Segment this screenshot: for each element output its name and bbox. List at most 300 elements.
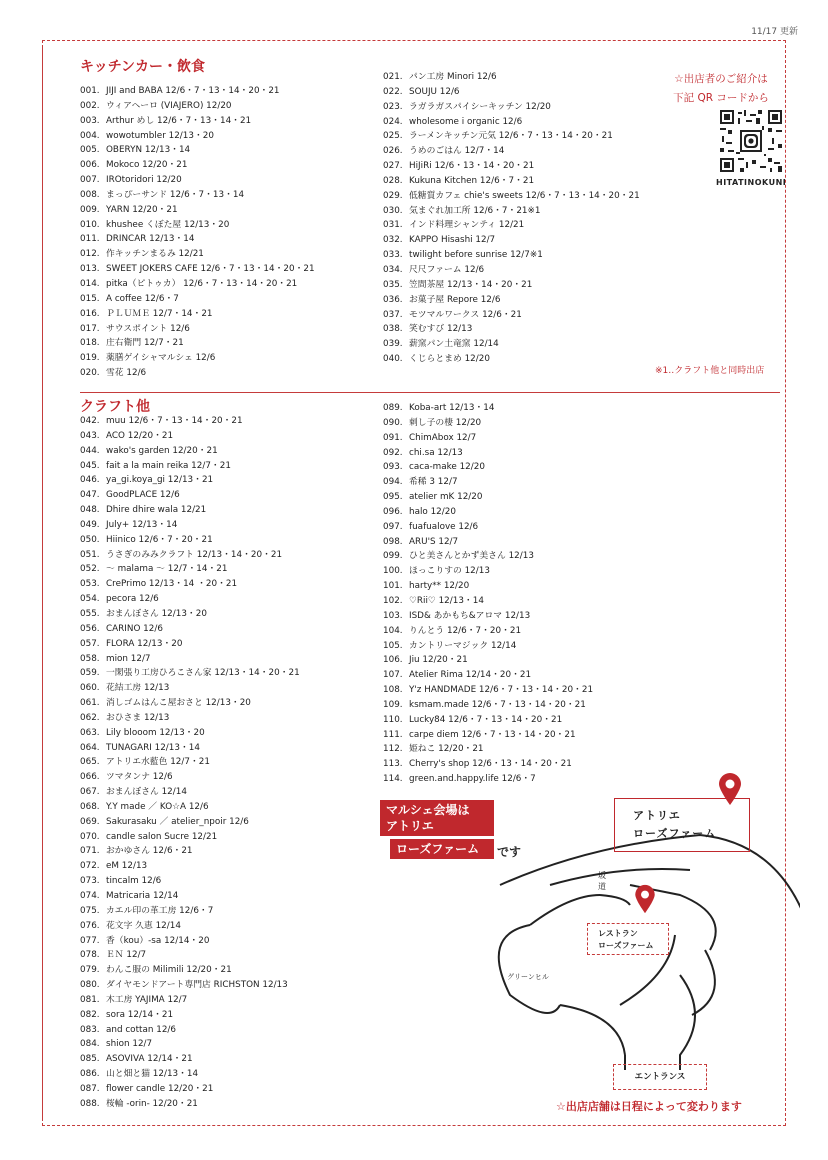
item-number: 098. (383, 536, 403, 547)
item-number: 022. (383, 86, 403, 97)
item-number: 112. (383, 744, 403, 755)
item-text: 木工房 YAJIMA 12/7 (106, 994, 188, 1005)
list-item (80, 919, 300, 934)
list-item (383, 174, 640, 189)
list-item (80, 292, 315, 307)
list-item (80, 741, 300, 756)
item-text: ダイヤモンドアート専門店 RICHSTON 12/13 (106, 980, 288, 991)
item-number: 009. (80, 204, 100, 215)
list-item (383, 594, 593, 609)
list-item (383, 159, 640, 174)
item-text: pitka（ピトゥカ） 12/6・7・13・14・20・21 (106, 278, 298, 289)
item-number: 044. (80, 445, 100, 456)
list-item (80, 99, 315, 114)
list-item (383, 129, 640, 144)
list-item (383, 416, 593, 431)
item-number: 088. (80, 1098, 100, 1109)
item-text: DRINCAR 12/13・14 (106, 234, 195, 245)
list-item (80, 518, 300, 533)
item-number: 038. (383, 324, 403, 335)
item-number: 037. (383, 309, 403, 320)
item-number: 033. (383, 250, 403, 261)
item-text: ISD& あかもち&アロマ 12/13 (409, 610, 531, 621)
item-text: Matricaria 12/14 (106, 891, 179, 901)
list-item (383, 352, 640, 367)
intro-note (656, 70, 786, 108)
list-item (80, 307, 315, 322)
list-item (80, 503, 300, 518)
list-item (80, 203, 315, 218)
item-number: 094. (383, 477, 403, 488)
item-text: green.and.happy.life 12/6・7 (409, 774, 536, 785)
intro-note-line2: 下記 QR コードから (673, 92, 769, 104)
list-item (80, 188, 315, 203)
item-text: ～ malama ～ 12/7・14・21 (106, 564, 228, 575)
item-number: 074. (80, 891, 100, 901)
item-number: 058. (80, 653, 100, 664)
item-number: 091. (383, 432, 403, 443)
list-item (80, 681, 300, 696)
list-item (80, 1008, 300, 1023)
item-number: 057. (80, 638, 100, 649)
list-item (80, 143, 315, 158)
item-number: 061. (80, 698, 100, 709)
list-item (383, 322, 640, 337)
list-item (80, 533, 300, 548)
list-item (80, 666, 300, 681)
item-number: 007. (80, 175, 100, 186)
item-number: 021. (383, 72, 403, 82)
restaurant-pin-icon (634, 884, 656, 914)
list-item (80, 637, 300, 652)
item-number: 077. (80, 935, 100, 946)
list-item (80, 889, 300, 904)
item-number: 089. (383, 403, 403, 413)
item-text: muu 12/6・7・13・14・20・21 (106, 416, 243, 426)
item-number: 100. (383, 566, 403, 577)
item-text: ツマタンナ 12/6 (106, 772, 173, 783)
item-text: FLORA 12/13・20 (106, 638, 183, 649)
update-date: 11/17 更新 (751, 27, 798, 37)
item-text: 笠間茶屋 12/13・14・20・21 (409, 279, 533, 290)
item-number: 004. (80, 130, 100, 141)
item-text: khushee くぼた屋 12/13・20 (106, 219, 230, 230)
item-text: Lily blooom 12/13・20 (106, 727, 205, 738)
item-text: YARN 12/20・21 (106, 204, 178, 215)
item-text: caca-make 12/20 (409, 462, 485, 473)
venue-label-2 (390, 839, 494, 859)
list-item (80, 488, 300, 503)
item-number: 047. (80, 490, 100, 501)
list-item (80, 459, 300, 474)
item-text: halo 12/20 (409, 506, 456, 517)
item-number: 015. (80, 293, 100, 304)
list-item (80, 366, 315, 381)
list-item (383, 248, 640, 263)
item-text: 気まぐれ加工所 12/6・7・21※1 (409, 205, 541, 216)
list-item (80, 815, 300, 830)
item-text: JIJI and BABA 12/6・7・13・14・20・21 (106, 86, 280, 96)
item-number: 005. (80, 145, 100, 156)
item-text: flower candle 12/20・21 (106, 1083, 214, 1094)
item-number: 045. (80, 460, 100, 471)
item-number: 062. (80, 712, 100, 723)
item-number: 052. (80, 564, 100, 575)
list-item (383, 431, 593, 446)
item-text: OBERYN 12/13・14 (106, 145, 191, 156)
item-text: ひと美さんとかず美さん 12/13 (409, 551, 534, 562)
item-text: A coffee 12/6・7 (106, 293, 179, 304)
item-number: 032. (383, 235, 403, 246)
list-item (80, 414, 300, 429)
item-text: アトリエ水藍色 12/7・21 (106, 757, 210, 768)
list-item (80, 963, 300, 978)
item-number: 053. (80, 579, 100, 590)
list-item (383, 263, 640, 278)
list-item (80, 548, 300, 563)
list-item (80, 711, 300, 726)
item-number: 083. (80, 1024, 100, 1035)
item-text: CrePrimo 12/13・14 ・20・21 (106, 579, 238, 590)
item-text: wowotumbler 12/13・20 (106, 130, 214, 141)
item-number: 048. (80, 505, 100, 516)
list-item (80, 1052, 300, 1067)
list-item (80, 948, 300, 963)
item-text: 桜輪 -orin- 12/20・21 (106, 1098, 198, 1109)
item-number: 078. (80, 950, 100, 961)
item-text: atelier mK 12/20 (409, 492, 483, 503)
atelier-line2: ローズファーム (633, 827, 717, 840)
item-text: Cherry's shop 12/6・13・14・20・21 (409, 759, 572, 770)
item-text: ウィアヘーロ (VIAJERO) 12/20 (106, 100, 232, 111)
item-number: 082. (80, 1009, 100, 1020)
item-text: 薬膳ゲイシャマルシェ 12/6 (106, 353, 216, 364)
item-number: 011. (80, 234, 100, 245)
item-text: fait a la main reika 12/7・21 (106, 460, 231, 471)
item-number: 036. (383, 294, 403, 305)
list-item (80, 830, 300, 845)
list-item (383, 218, 640, 233)
item-text: Y'z HANDMADE 12/6・7・13・14・20・21 (409, 685, 594, 696)
item-number: 014. (80, 278, 100, 289)
list-item (383, 490, 593, 505)
item-number: 105. (383, 640, 403, 651)
list-item (80, 247, 315, 262)
list-item (80, 429, 300, 444)
item-number: 076. (80, 920, 100, 931)
list-item (383, 757, 593, 772)
item-number: 019. (80, 353, 100, 364)
item-number: 079. (80, 965, 100, 976)
list-item (383, 742, 593, 757)
list-item (383, 204, 640, 219)
item-number: 114. (383, 774, 403, 785)
item-text: Jiu 12/20・21 (409, 655, 468, 666)
item-text: ksmam.made 12/6・7・13・14・20・21 (409, 699, 586, 710)
item-number: 075. (80, 905, 100, 916)
list-item (80, 1067, 300, 1082)
item-text: 消しゴムはんこ屋おさと 12/13・20 (106, 698, 251, 709)
item-text: おまんぼさん 12/14 (106, 787, 187, 798)
item-number: 110. (383, 714, 403, 725)
list-item (80, 592, 300, 607)
craft-list-1 (80, 414, 300, 1112)
list-item (80, 444, 300, 459)
item-text: 花文字 久恵 12/14 (106, 920, 181, 931)
item-text: 希稀 3 12/7 (409, 477, 458, 488)
list-item (383, 713, 593, 728)
item-number: 031. (383, 220, 403, 231)
list-item (80, 277, 315, 292)
item-text: KAPPO Hisashi 12/7 (409, 235, 496, 246)
list-item (80, 351, 315, 366)
list-item (383, 609, 593, 624)
item-number: 059. (80, 668, 100, 679)
item-text: Mokoco 12/20・21 (106, 160, 188, 171)
restaurant-line1: レストラン (598, 929, 638, 938)
venue-line2: アトリエ (386, 819, 434, 833)
item-number: 040. (383, 354, 403, 365)
list-item (80, 577, 300, 592)
item-number: 102. (383, 595, 403, 606)
item-text: Sakurasaku ／ atelier_npoir 12/6 (106, 816, 249, 827)
item-number: 086. (80, 1069, 100, 1080)
list-item (80, 800, 300, 815)
item-text: and cottan 12/6 (106, 1024, 176, 1035)
item-text: モツマルワークス 12/6・21 (409, 309, 522, 320)
item-text: 庄右衛門 12/7・21 (106, 338, 184, 349)
item-number: 050. (80, 534, 100, 545)
list-item (80, 322, 315, 337)
list-item (80, 232, 315, 247)
list-item (80, 473, 300, 488)
list-item (80, 844, 300, 859)
venue-desu: です (497, 845, 522, 859)
list-item (383, 624, 593, 639)
list-item (80, 859, 300, 874)
item-text: 雪花 12/6 (106, 368, 147, 379)
intro-note-line1: ☆出店者のご紹介は (674, 73, 768, 85)
list-item (383, 520, 593, 535)
item-number: 101. (383, 581, 403, 592)
item-text: twilight before sunrise 12/7※1 (409, 250, 543, 261)
left-rule (42, 48, 43, 1118)
item-text: wako's garden 12/20・21 (106, 445, 218, 456)
list-item (80, 622, 300, 637)
list-item (383, 549, 593, 564)
item-number: 030. (383, 205, 403, 216)
item-text: 笑むすび 12/13 (409, 324, 473, 335)
list-item (383, 639, 593, 654)
item-number: 008. (80, 189, 100, 200)
item-number: 072. (80, 861, 100, 872)
item-text: fuafualove 12/6 (409, 521, 479, 532)
item-number: 087. (80, 1083, 100, 1094)
qr-code[interactable] (720, 110, 782, 172)
item-text: Koba-art 12/13・14 (409, 403, 495, 413)
qr-code-icon (720, 110, 782, 172)
list-item (80, 755, 300, 770)
list-item (383, 308, 640, 323)
item-text: ラガラガスパイシーキッチン 12/20 (409, 101, 551, 112)
item-text: sora 12/14・21 (106, 1009, 174, 1020)
venue-line3: ローズファーム (396, 842, 480, 856)
section-divider (80, 392, 780, 393)
item-number: 085. (80, 1054, 100, 1065)
item-text: IROtoridori 12/20 (106, 175, 182, 186)
atelier-box (614, 798, 750, 852)
item-text: 刺し子の棲 12/20 (409, 417, 482, 428)
list-item (383, 401, 593, 416)
bottom-note: ☆出店店舗は日程によって変わります (556, 1100, 742, 1113)
list-item (80, 218, 315, 233)
item-number: 066. (80, 772, 100, 783)
list-item (383, 668, 593, 683)
item-text: ChimAbox 12/7 (409, 432, 477, 443)
item-text: CARINO 12/6 (106, 623, 163, 634)
item-number: 027. (383, 161, 403, 172)
list-item (383, 293, 640, 308)
item-number: 060. (80, 683, 100, 694)
item-text: eM 12/13 (106, 861, 148, 872)
item-number: 065. (80, 757, 100, 768)
item-number: 103. (383, 610, 403, 621)
list-item (80, 785, 300, 800)
kitchen-list-1 (80, 84, 315, 381)
item-number: 020. (80, 368, 100, 379)
item-text: 香（kou）-sa 12/14・20 (106, 935, 210, 946)
item-text: くじらとまめ 12/20 (409, 354, 490, 365)
entrance-box: エントランス (613, 1064, 707, 1090)
item-number: 029. (383, 190, 403, 201)
item-text: July+ 12/13・14 (106, 519, 178, 530)
venue-line1: マルシェ会場は (386, 803, 470, 817)
list-item (80, 1037, 300, 1052)
item-text: harty** 12/20 (409, 581, 470, 592)
item-number: 039. (383, 339, 403, 350)
item-number: 017. (80, 323, 100, 334)
item-text: ya_gi.koya_gi 12/13・21 (106, 475, 214, 486)
list-item (80, 770, 300, 785)
item-number: 010. (80, 219, 100, 230)
item-number: 051. (80, 549, 100, 560)
list-item (383, 475, 593, 490)
item-text: tincalm 12/6 (106, 876, 162, 887)
item-text: carpe diem 12/6・7・13・14・20・21 (409, 729, 576, 740)
item-text: Kukuna Kitchen 12/6・7・21 (409, 175, 535, 186)
item-number: 025. (383, 131, 403, 142)
list-item (383, 446, 593, 461)
list-item (80, 993, 300, 1008)
item-number: 001. (80, 86, 100, 96)
item-text: 作キッチンまるみ 12/21 (106, 249, 204, 260)
item-text: お菓子屋 Repore 12/6 (409, 294, 501, 305)
list-item (383, 460, 593, 475)
list-item (80, 934, 300, 949)
item-text: 花結工房 12/13 (106, 683, 170, 694)
item-text: カントリーマジック 12/14 (409, 640, 517, 651)
item-number: 035. (383, 279, 403, 290)
item-text: HiJiRi 12/6・13・14・20・21 (409, 161, 535, 172)
item-number: 003. (80, 115, 100, 126)
item-number: 104. (383, 625, 403, 636)
list-item (383, 189, 640, 204)
item-text: Hiinico 12/6・7・20・21 (106, 534, 213, 545)
list-item (383, 144, 640, 159)
restaurant-line2: ローズファーム (598, 941, 654, 950)
item-number: 056. (80, 623, 100, 634)
list-item (80, 173, 315, 188)
item-number: 081. (80, 994, 100, 1005)
item-text: pecora 12/6 (106, 594, 159, 605)
item-text: ＰＬＵＭＥ 12/7・14・21 (106, 308, 213, 319)
item-number: 093. (383, 462, 403, 473)
list-item (383, 535, 593, 550)
item-number: 055. (80, 608, 100, 619)
list-item (383, 337, 640, 352)
item-number: 073. (80, 876, 100, 887)
list-item (80, 904, 300, 919)
item-number: 080. (80, 980, 100, 991)
list-item (383, 278, 640, 293)
item-text: Y.Y made ／ KO☆A 12/6 (106, 801, 209, 812)
item-text: おまんぼさん 12/13・20 (106, 608, 207, 619)
item-text: わんこ服の Milimili 12/20・21 (106, 965, 232, 976)
list-item (80, 978, 300, 993)
item-number: 108. (383, 685, 403, 696)
item-text: 山と畑と猫 12/13・14 (106, 1069, 199, 1080)
item-number: 099. (383, 551, 403, 562)
item-text: shion 12/7 (106, 1039, 153, 1050)
item-text: Dhire dhire wala 12/21 (106, 505, 207, 516)
item-number: 111. (383, 729, 403, 740)
kitchen-title: キッチンカー・飲食 (80, 59, 206, 75)
list-item (80, 129, 315, 144)
brand-name: HITATINOKUNI (716, 178, 787, 187)
item-number: 046. (80, 475, 100, 486)
list-item (80, 114, 315, 129)
list-item (80, 652, 300, 667)
list-item (383, 698, 593, 713)
item-number: 018. (80, 338, 100, 349)
item-number: 071. (80, 846, 100, 857)
item-number: 070. (80, 831, 100, 842)
item-text: ACO 12/20・21 (106, 430, 174, 441)
list-item (383, 728, 593, 743)
list-item (383, 100, 640, 115)
road-label: 坂道 (598, 871, 606, 891)
item-number: 054. (80, 594, 100, 605)
restaurant-box (587, 923, 669, 955)
list-item (383, 579, 593, 594)
item-text: まっぴーサンド 12/6・7・13・14 (106, 189, 245, 200)
list-item (80, 1082, 300, 1097)
item-text: 低糖質カフェ chie's sweets 12/6・7・13・14・20・21 (409, 190, 640, 201)
list-item (80, 1097, 300, 1112)
item-text: TUNAGARI 12/13・14 (106, 742, 200, 753)
item-number: 067. (80, 787, 100, 798)
list-item (80, 607, 300, 622)
item-text: おひさま 12/13 (106, 712, 170, 723)
item-text: 一閑張り工房ひろこさん家 12/13・14・20・21 (106, 668, 300, 679)
list-item (80, 84, 315, 99)
item-text: ASOVIVA 12/14・21 (106, 1054, 193, 1065)
item-text: うめのごはん 12/7・14 (409, 146, 505, 157)
item-text: ♡Rii♡ 12/13・14 (409, 595, 484, 606)
item-number: 092. (383, 447, 403, 458)
item-text: Lucky84 12/6・7・13・14・20・21 (409, 714, 563, 725)
star1-note: ※1‥クラフト他と同時出店 (655, 366, 765, 376)
